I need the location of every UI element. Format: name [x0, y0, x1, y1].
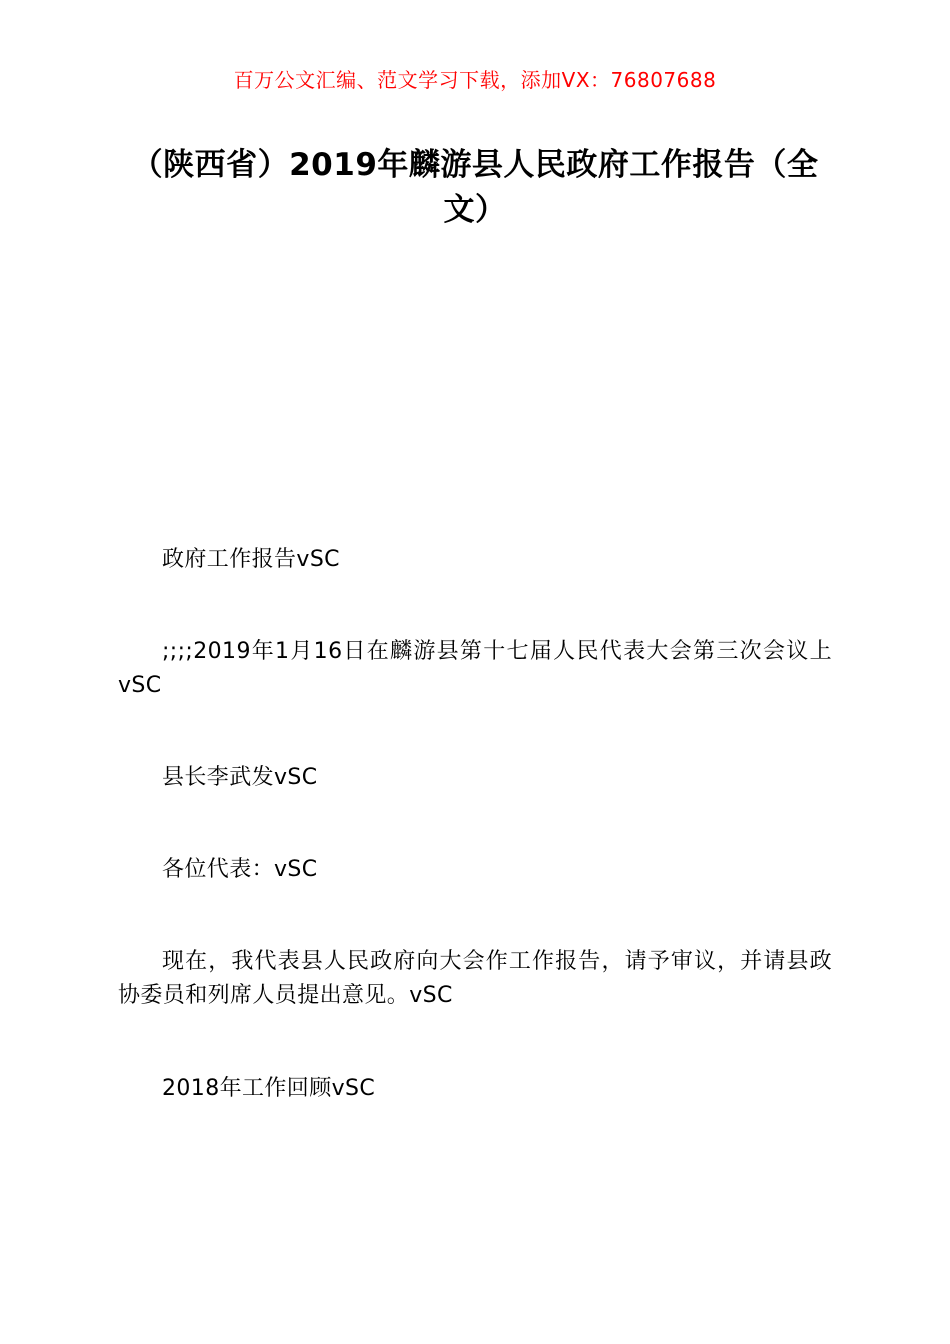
paragraph: 现在，我代表县人民政府向大会作工作报告，请予审议，并请县政协委员和列席人员提出意见。vSC	[118, 949, 832, 1009]
paragraph: 政府工作报告vSC	[162, 546, 340, 572]
paragraph: 各位代表：vSC	[162, 857, 318, 883]
promo-watermark: 百万公文汇编、范文学习下载，添加VX：76807688	[233, 68, 717, 92]
paragraph: ;;;;2019年1月16日在麟游县第十七届人民代表大会第三次会议上vSC	[118, 638, 832, 699]
page-title: （陕西省）2019年麟游县人民政府工作报告（全文）	[131, 147, 819, 228]
paragraph: 2018年工作回顾vSC	[162, 1075, 376, 1101]
document-body	[118, 233, 832, 1106]
paragraph: 县长李武发vSC	[162, 765, 318, 791]
